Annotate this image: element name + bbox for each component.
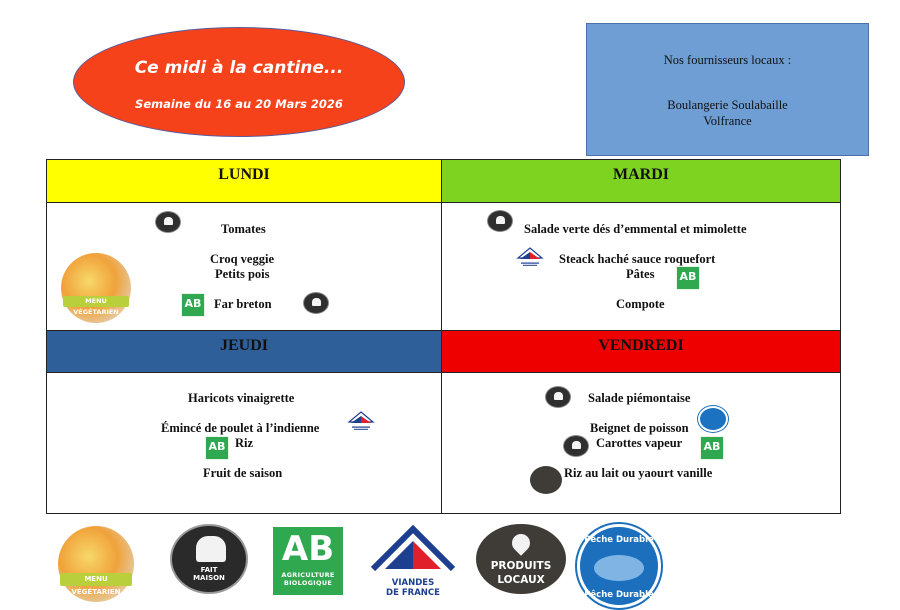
homemade-chef-icon xyxy=(155,211,181,233)
menu-item: Fruit de saison xyxy=(203,466,283,480)
menu-item: Riz au lait ou yaourt vanille xyxy=(564,466,713,480)
french-meat-roof-icon xyxy=(367,523,459,573)
chef-hat-icon xyxy=(196,536,226,562)
menu-item: Salade verte dés d’emmental et mimolette xyxy=(524,222,747,236)
peche-durable-label: Pêche Durable xyxy=(584,535,654,545)
menu-item: Carottes vapeur xyxy=(596,436,683,450)
day-header-mardi: MARDI xyxy=(442,160,840,203)
menu-item: Far breton xyxy=(214,297,272,311)
suppliers-heading: Nos fournisseurs locaux : xyxy=(663,53,792,67)
fait-maison-label xyxy=(172,566,246,582)
vegetarian-menu-text: MENU VÉGÉTARIEN xyxy=(63,296,129,307)
homemade-chef-icon xyxy=(170,524,248,594)
location-pin-icon xyxy=(508,530,533,555)
title-oval xyxy=(73,27,405,137)
french-meat-line: VIANDES xyxy=(391,578,435,588)
sustainable-fishing-icon xyxy=(577,524,661,608)
peche-durable-label: Pêche Durable xyxy=(584,590,654,600)
organic-ab-icon: AB xyxy=(205,436,229,460)
menu-item: Croq veggie xyxy=(210,252,274,266)
french-meat-line: DE FRANCE xyxy=(386,588,440,598)
day-header-lundi: LUNDI xyxy=(47,160,441,203)
day-header-vendredi: VENDREDI xyxy=(442,330,840,373)
page-title: Ce midi à la cantine... xyxy=(134,58,344,78)
vegetarian-menu-text: MENU VÉGÉTARIEN xyxy=(60,573,132,586)
menu-item: Steack haché sauce roquefort xyxy=(559,252,716,266)
fait-maison-line: MAISON xyxy=(193,574,225,582)
ab-text: AGRICULTURE xyxy=(281,571,335,579)
vegetarian-menu-icon xyxy=(61,253,131,323)
homemade-chef-icon xyxy=(545,386,571,408)
day-header-jeudi: JEUDI xyxy=(47,330,441,373)
vegetarian-menu-icon xyxy=(58,526,134,602)
menu-item: Tomates xyxy=(221,222,266,236)
french-meat-icon xyxy=(367,523,459,598)
menu-item: Riz xyxy=(235,436,254,450)
local-products-icon xyxy=(530,466,562,494)
local-products-icon xyxy=(476,524,566,594)
menu-item: Émincé de poulet à l’indienne xyxy=(161,421,320,435)
menu-item: Compote xyxy=(616,297,665,311)
homemade-chef-icon xyxy=(563,435,589,457)
logo-legend xyxy=(0,515,900,610)
organic-ab-icon xyxy=(273,527,343,595)
fish-wave-icon xyxy=(594,555,644,581)
organic-ab-icon: AB xyxy=(700,436,724,460)
supplier-item: Boulangerie Soulabaille xyxy=(667,98,788,112)
week-label: Semaine du 16 au 20 Mars 2026 xyxy=(135,97,343,111)
sustainable-fishing-icon xyxy=(698,406,728,432)
menu-item: Petits pois xyxy=(215,267,270,281)
menu-grid xyxy=(46,159,841,514)
french-meat-label xyxy=(367,578,459,598)
menu-item: Haricots vinaigrette xyxy=(188,391,295,405)
local-products-line: PRODUITS xyxy=(490,560,552,572)
organic-ab-icon: AB xyxy=(676,266,700,290)
ab-mark: AB xyxy=(281,529,335,569)
ab-text: BIOLOGIQUE xyxy=(283,579,333,587)
homemade-chef-icon xyxy=(487,210,513,232)
homemade-chef-icon xyxy=(303,292,329,314)
local-products-line: LOCAUX xyxy=(497,574,545,586)
menu-item: Beignet de poisson xyxy=(590,421,689,435)
french-meat-icon xyxy=(516,246,544,270)
french-meat-icon xyxy=(347,410,375,434)
menu-item: Salade piémontaise xyxy=(588,391,691,405)
supplier-item: Volfrance xyxy=(703,114,752,128)
suppliers-box xyxy=(586,23,869,156)
menu-item: Pâtes xyxy=(626,267,655,281)
organic-ab-icon: AB xyxy=(181,293,205,317)
fait-maison-line: FAIT xyxy=(200,566,218,574)
